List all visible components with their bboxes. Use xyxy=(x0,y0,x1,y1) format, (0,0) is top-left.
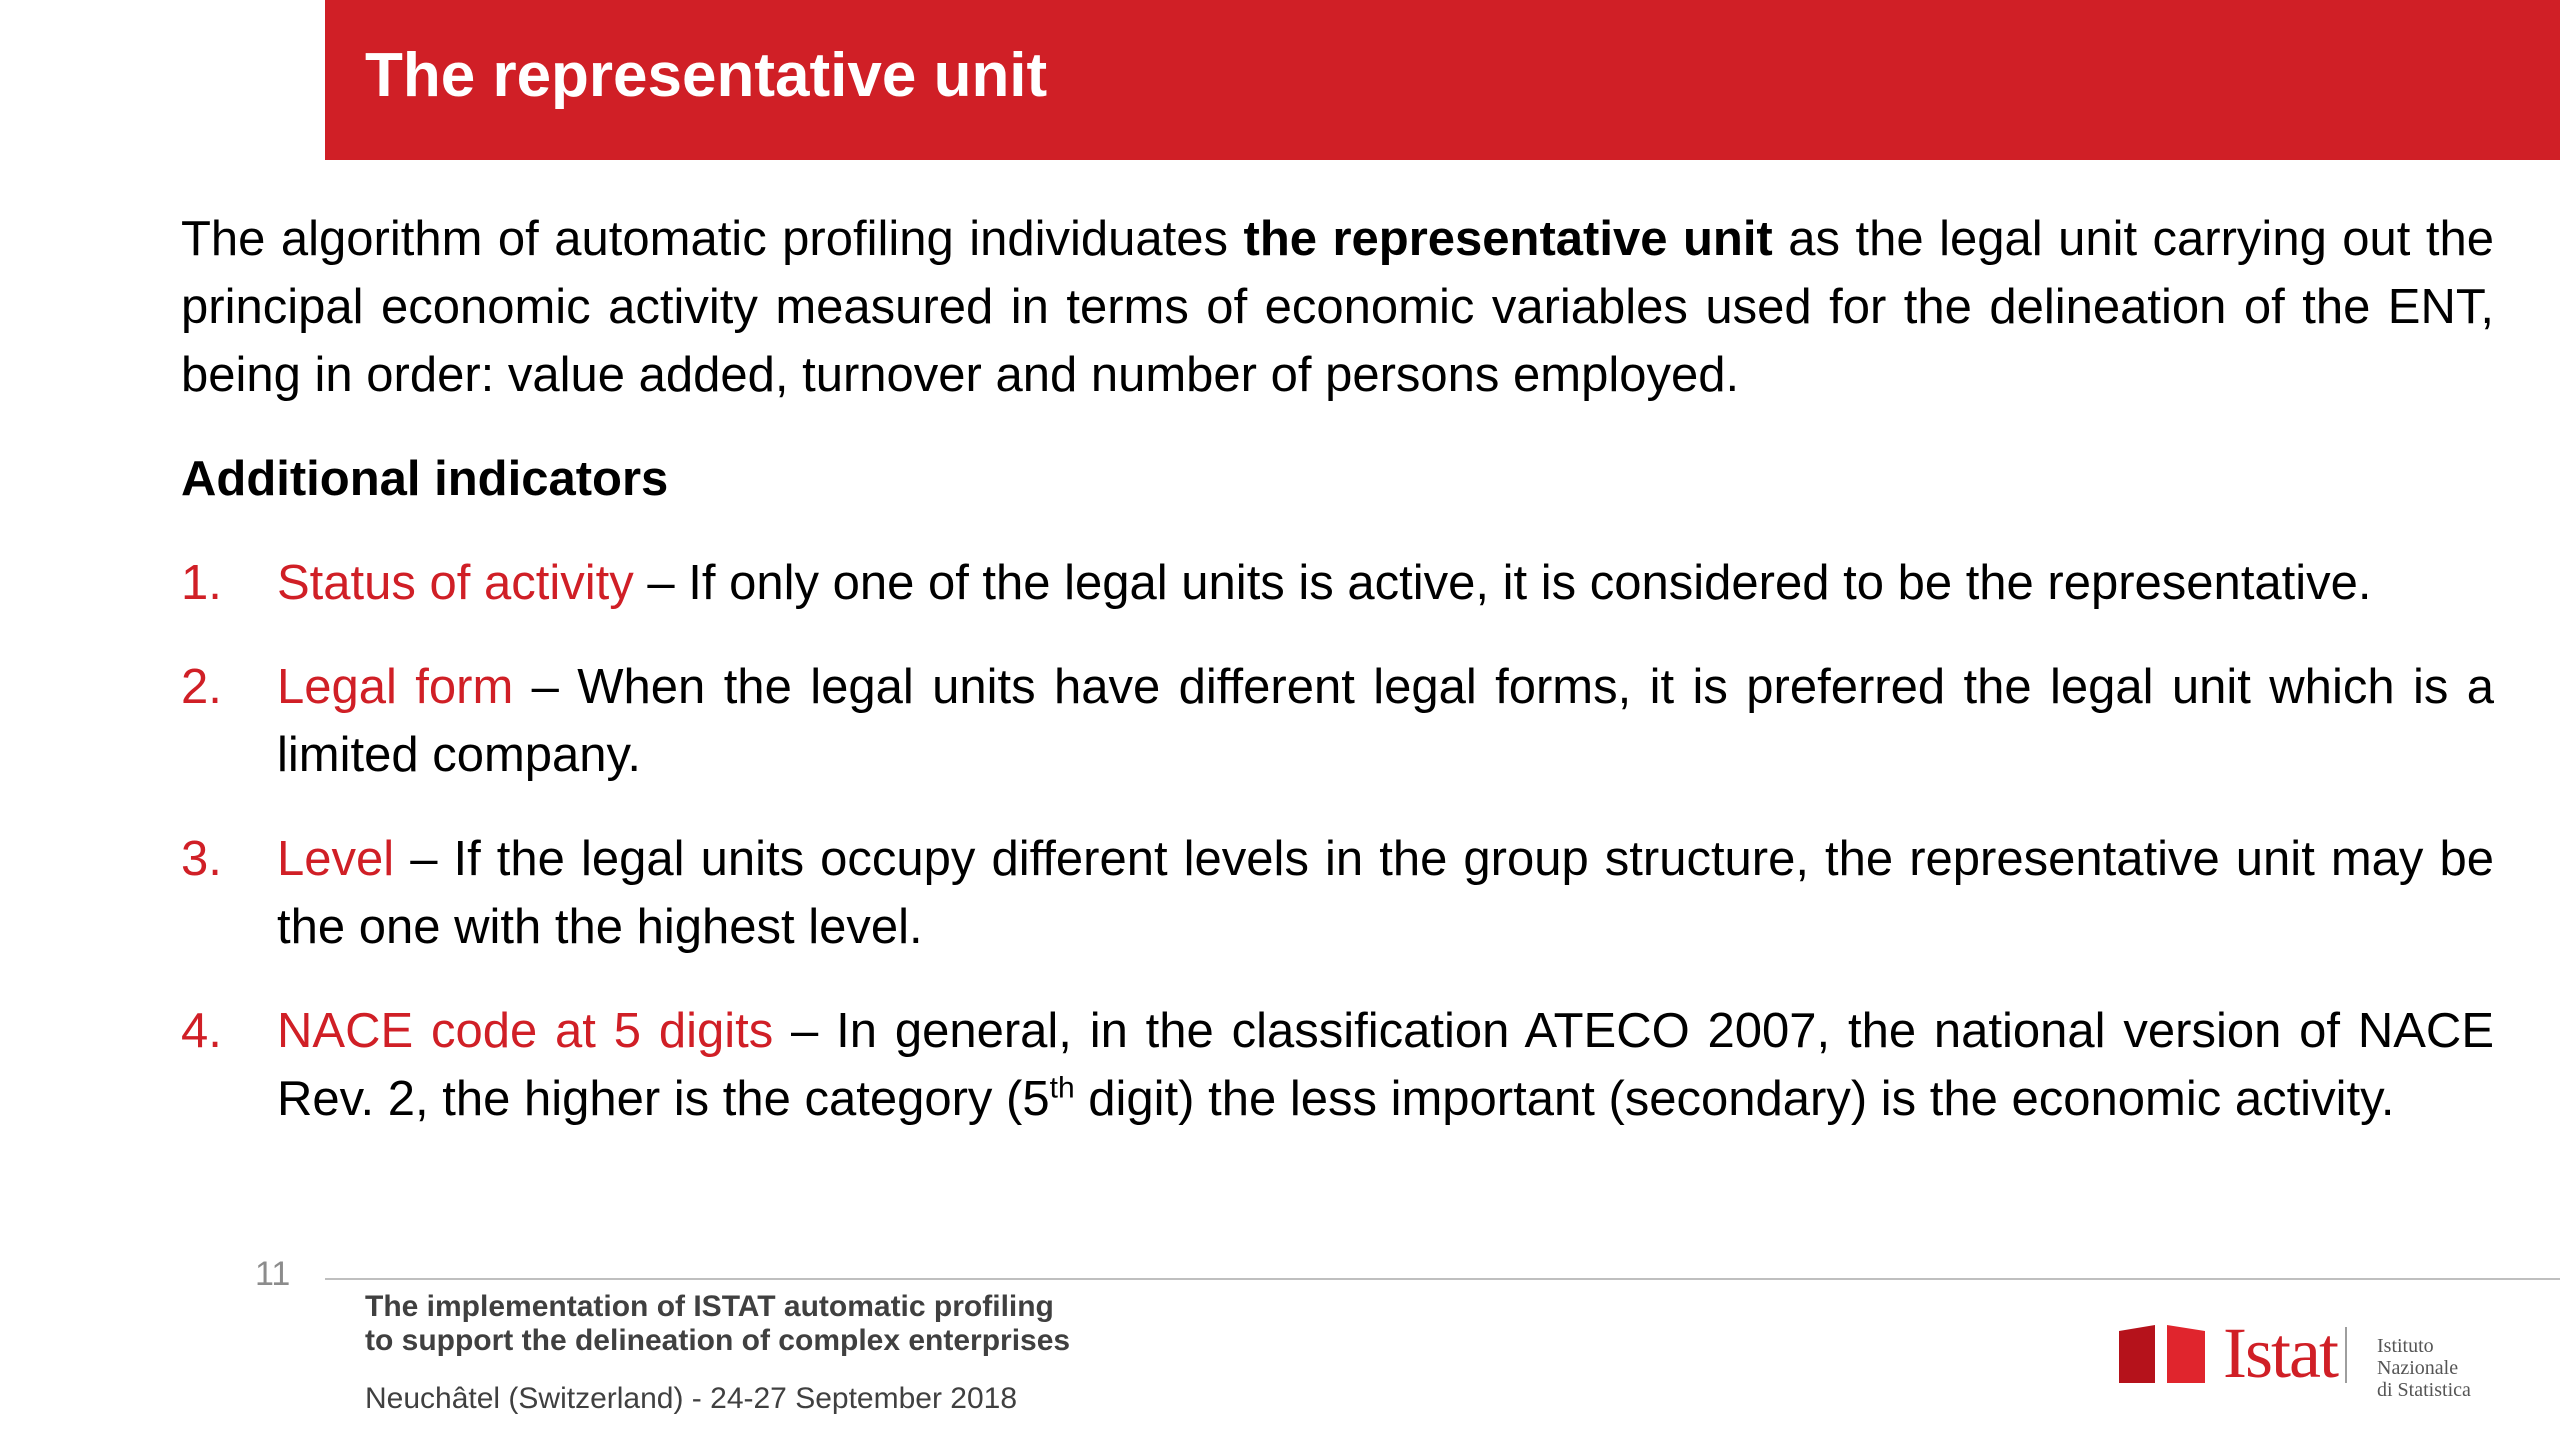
istat-logo-mark-icon xyxy=(2115,1321,2211,1387)
slide-title: The representative unit xyxy=(365,41,1048,110)
footer-divider xyxy=(325,1278,2560,1280)
footer-title-line2: to support the delineation of complex enterprises xyxy=(365,1324,1071,1357)
slide-content xyxy=(181,205,2494,1169)
list-item-term: Status of activity xyxy=(277,556,634,610)
list-item xyxy=(181,549,2494,617)
list-item xyxy=(181,825,2494,961)
intro-paragraph xyxy=(181,205,2494,409)
footer-title-line1: The implementation of ISTAT automatic profiling xyxy=(365,1290,1054,1323)
istat-logo-wordmark: Istat xyxy=(2223,1313,2337,1393)
intro-text-start: The algorithm of automatic profiling individuates xyxy=(181,212,1244,266)
istat-logo xyxy=(2115,1313,2505,1401)
list-item-text: – If only one of the legal units is active, it is considered to be the representative. xyxy=(633,556,2372,610)
list-item-number: 2. xyxy=(181,660,222,714)
list-item-text-end: digit) the less important (secondary) is the economic activity. xyxy=(1074,1072,2395,1126)
list-item-term: Legal form xyxy=(277,660,514,714)
logo-divider xyxy=(2345,1327,2347,1383)
title-bar xyxy=(325,0,2560,160)
logo-subtitle-line2: di Statistica xyxy=(2377,1379,2471,1401)
list-item xyxy=(181,997,2494,1133)
indicator-list xyxy=(181,549,2494,1133)
list-item-number: 1. xyxy=(181,556,222,610)
ordinal-superscript: th xyxy=(1049,1071,1075,1105)
additional-indicators-heading: Additional indicators xyxy=(181,452,669,506)
list-item-text-start: – In general, in the classification ATECO 2007, the national version of NACE Rev. 2, the higher is the category (5 xyxy=(277,1004,2495,1126)
list-item-term: Level xyxy=(277,832,395,886)
list-item xyxy=(181,653,2494,789)
list-item-number: 3. xyxy=(181,832,222,886)
list-item-text: – When the legal units have different legal forms, it is preferred the legal unit which is a limited company. xyxy=(277,660,2494,782)
intro-bold-term: the representative unit xyxy=(1243,212,1773,266)
list-item-text: – If the legal units occupy different levels in the group structure, the representative unit may be the one with the highest level. xyxy=(277,832,2494,954)
footer-title xyxy=(365,1290,1070,1358)
logo-subtitle-line1: Istituto Nazionale xyxy=(2377,1335,2459,1379)
list-item-number: 4. xyxy=(181,1004,222,1058)
istat-logo-subtitle xyxy=(2377,1335,2505,1401)
list-item-term: NACE code at 5 digits xyxy=(277,1004,774,1058)
footer-event: Neuchâtel (Switzerland) - 24-27 September 2018 xyxy=(365,1382,1018,1415)
page-number: 11 xyxy=(255,1255,291,1293)
intro-text-end: as the legal unit carrying out the principal economic activity measured in terms of economic variables used for the delineation of the ENT, being in order: value added, turnover and number of persons employed. xyxy=(181,212,2495,402)
